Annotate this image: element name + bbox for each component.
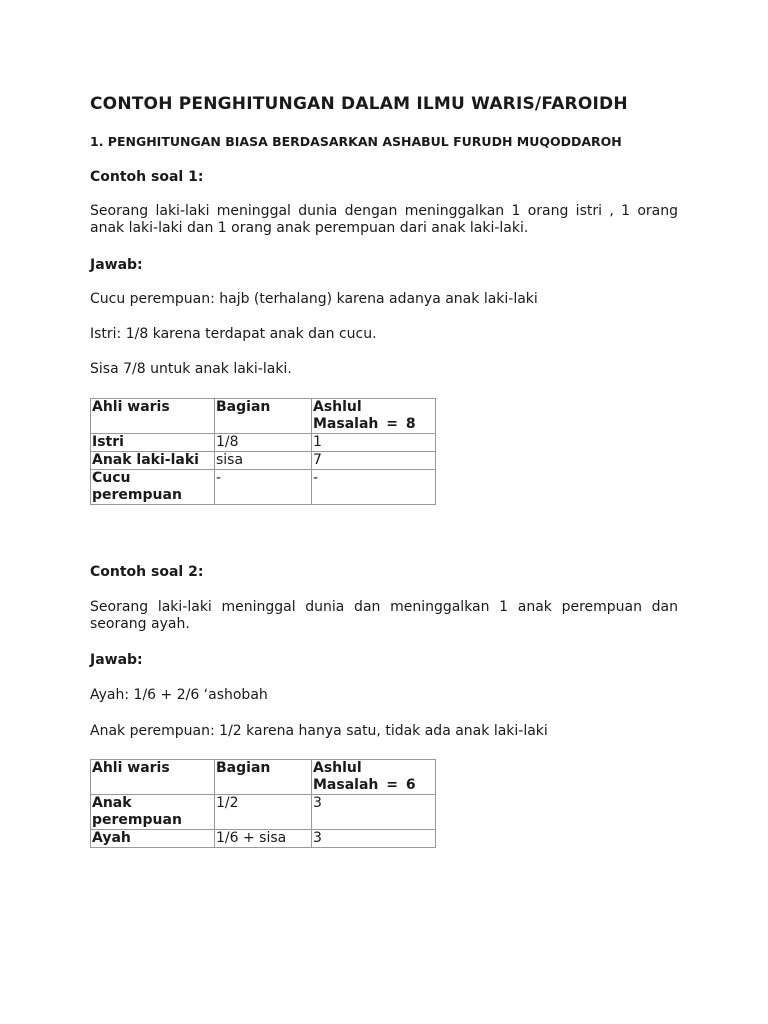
example2-answer-label: Jawab: <box>90 652 143 668</box>
example1-line-1: Cucu perempuan: hajb (terhalang) karena adanya anak laki-laki <box>90 291 538 307</box>
table-row <box>91 452 436 470</box>
table-row <box>91 795 436 830</box>
section-heading: 1. PENGHITUNGAN BIASA BERDASARKAN ASHABUL FURUDH MUQODDAROH <box>90 134 622 149</box>
cell-share: 1/6 + sisa <box>215 830 312 848</box>
example1-answer-label: Jawab: <box>90 257 143 273</box>
table-row <box>91 830 436 848</box>
cell-heir: Ayah <box>91 830 215 848</box>
cell-portion: - <box>312 470 436 505</box>
cell-share: - <box>215 470 312 505</box>
example2-heading: Contoh soal 2: <box>90 564 204 580</box>
cell-heir: Cucu perempuan <box>91 470 215 505</box>
header-ashlul-masalah: Ashlul Masalah = 6 <box>312 760 436 795</box>
example1-heading: Contoh soal 1: <box>90 169 204 185</box>
header-ahli-waris: Ahli waris <box>91 760 215 795</box>
cell-share: sisa <box>215 452 312 470</box>
header-ashlul-masalah: Ashlul Masalah = 8 <box>312 399 436 434</box>
example2-line-2: Anak perempuan: 1/2 karena hanya satu, tidak ada anak laki-laki <box>90 723 548 739</box>
cell-share: 1/2 <box>215 795 312 830</box>
cell-portion: 3 <box>312 795 436 830</box>
cell-portion: 7 <box>312 452 436 470</box>
page-title: CONTOH PENGHITUNGAN DALAM ILMU WARIS/FAROIDH <box>90 94 628 114</box>
cell-heir: Istri <box>91 434 215 452</box>
example2-line-1: Ayah: 1/6 + 2/6 ‘ashobah <box>90 687 268 703</box>
cell-heir: Anak laki-laki <box>91 452 215 470</box>
table-row <box>91 470 436 505</box>
cell-portion: 1 <box>312 434 436 452</box>
example2-question: Seorang laki-laki meninggal dunia dan meninggalkan 1 anak perempuan dan seorang ayah. <box>90 599 678 632</box>
example2-table <box>90 759 436 848</box>
example1-question: Seorang laki-laki meninggal dunia dengan meninggalkan 1 orang istri , 1 orang anak laki-laki dan 1 orang anak perempuan dari anak laki-laki. <box>90 203 678 236</box>
header-bagian: Bagian <box>215 399 312 434</box>
example1-line-3: Sisa 7/8 untuk anak laki-laki. <box>90 361 292 377</box>
table-header-row <box>91 760 436 795</box>
cell-heir: Anak perempuan <box>91 795 215 830</box>
header-ahli-waris: Ahli waris <box>91 399 215 434</box>
table-header-row <box>91 399 436 434</box>
example1-line-2: Istri: 1/8 karena terdapat anak dan cucu. <box>90 326 377 342</box>
cell-portion: 3 <box>312 830 436 848</box>
cell-share: 1/8 <box>215 434 312 452</box>
table-row <box>91 434 436 452</box>
example1-table <box>90 398 436 505</box>
header-bagian: Bagian <box>215 760 312 795</box>
